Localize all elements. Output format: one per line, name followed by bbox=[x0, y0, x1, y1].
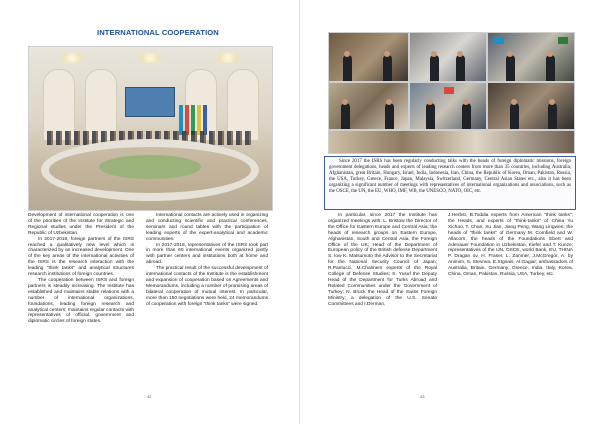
right-page bbox=[300, 0, 600, 424]
person-head bbox=[549, 99, 555, 105]
person-figure bbox=[462, 103, 471, 129]
meeting-photo bbox=[328, 82, 409, 130]
person-figure bbox=[383, 55, 392, 81]
paragraph: The cooperation between ISRS and foreign partners is steadily increasing. The Institute has established and maintains stable relations with a number of international organizations, foundations, leading foreign research and analytical centers; maintains regular contacts with representatives of official, government and diplomatic circles of foreign states. bbox=[28, 277, 134, 325]
person-head bbox=[507, 51, 513, 57]
person-figure bbox=[341, 103, 350, 129]
text-column-left-1 bbox=[28, 213, 134, 325]
person-head bbox=[342, 99, 348, 105]
paragraph: In 2017-2018, foreign partners of the ISRS reached a qualitatively new level which is characterized by an increased development. One of the key areas of the international activities of the ISRS is the research interaction with the leading "think tanks" and analytical structures research institutions of foreign countries. bbox=[28, 236, 134, 278]
person-figure bbox=[426, 103, 435, 129]
paragraph: In 2017-2018, representatives of the ISRS took part in more than 60 international events organized jointly with partner centers and institutions both at home and abroad. bbox=[146, 242, 268, 266]
person-figure bbox=[548, 103, 557, 129]
person-figure bbox=[456, 55, 465, 81]
chandelier-decor bbox=[137, 53, 163, 63]
page-title: INTERNATIONAL COOPERATION bbox=[97, 28, 219, 37]
meeting-photo bbox=[328, 130, 575, 154]
flag-decor bbox=[558, 37, 568, 44]
page-number: 42 bbox=[147, 394, 152, 399]
paragraph: The practical result of the successful development of international contacts of the Institute is the establishment and expansion of cooperation based on Agreements and Memorandums, including a number of promising areas of bilateral cooperation of mutual interest. In particular, more than 150 negotiations were held, 24 memorandums of cooperation with foreign "think tanks" were signed. bbox=[146, 266, 268, 307]
text-column-right-2 bbox=[448, 213, 573, 278]
person-head bbox=[386, 99, 392, 105]
person-figure bbox=[430, 55, 439, 81]
meeting-photo bbox=[409, 82, 487, 130]
highlight-text: Since 2017 the ISRS has been regularly conducting talks with the heads of foreign diplomatic missions, foreign government delegations, heads and experts of leading research centers from more than 35 countries, including Australia, Afghanistan, great Britain, Hungary, Israel, India, Indonesia, Iran, China, the Republic of Korea, Oman, Pakistan, Russia, the USA, Turkey, Greece, France, Japan, Malaysia, Switzerland, Germany, Central Asian States etc., also it has been organizing a significant number of meetings with representatives of international organizations and associations, such as the OSCE, the UN, the EU, WHO, IMF, WB, the UNESCO, NATO, OIC, etc. bbox=[329, 159, 571, 194]
flag-decor bbox=[444, 87, 454, 94]
highlight-box bbox=[324, 156, 576, 210]
person-figure bbox=[510, 103, 519, 129]
flag-decor bbox=[494, 37, 504, 44]
person-figure bbox=[343, 55, 352, 81]
conference-photo bbox=[28, 46, 273, 211]
person-head bbox=[431, 51, 437, 57]
paragraph: In particular, since 2017 the Institute has organized meetings with: L. Bristow the Director of the Office for Eastern Europe and Central Asia; the heads of research groups on Eastern Europe, Afghanistan, South and Central Asia, the Foreign Office of the UK; Head of the Department of European policy of the British defense Department S. Iow K. Matsumoto the Advisor to the Secretariat for the National Security Council of Japan; R.Pantucci, M.Chalmers experts of the Royal College of Defense Studies; S. Yusuf the Deputy Head of the Department for Turks Abroad and Related Communities under the Government of Turkey; N. Bruck the Head of the Swiss Foreign Ministry; a delegation of the U.S. Senate Committees and I.Derman, bbox=[328, 213, 437, 307]
paragraph: Development of international cooperation is one of the priorities of the Institute for Strategic and Regional studies under the President of the Republic of Uzbekistan. bbox=[28, 213, 134, 236]
person-figure bbox=[546, 55, 555, 81]
person-head bbox=[344, 51, 350, 57]
paragraph: International contacts are actively used in organizing and conducting scientific and practical conferences, seminars and round tables with the participation of leading experts of the expert-analytical and academic communities. bbox=[146, 213, 268, 242]
chandelier-decor bbox=[59, 53, 85, 63]
paragraph: J.Herbst, B.Toddia experts from American "think tanks"; the Heads, and experts of "think-tanks" of China Yu Xichao, T. Chan, Xu Jian, Jiang Peng, Wang Lingwen; the heads of "think tanks" of Germany M. Cornfield and W. Allacorn; the heads of the Foundations Ebert and Adenauer Foundation in Uzbekistan, Kiefer and T. Kunze; representatives of the UN, OSCE, world Bank, EU, THINA P. Dragan ov, H. Fraser, L. Zanmer, J.McGregor, A. by Animim, S. Stevnva, E.Stgnais, Al.Gagiar; ambassadors of Australia, Britain, Germany, Greece, India, Italy, Korea, China, Oman, Pakistan, Russia, USA, Turkey, etc. bbox=[448, 213, 573, 278]
table-flowers bbox=[99, 155, 201, 179]
meeting-photo bbox=[487, 32, 575, 82]
page-number: 43 bbox=[420, 394, 425, 399]
meeting-photo bbox=[409, 32, 487, 82]
person-head bbox=[547, 51, 553, 57]
person-figure bbox=[506, 55, 515, 81]
person-head bbox=[457, 51, 463, 57]
person-figure bbox=[385, 103, 394, 129]
person-head bbox=[427, 99, 433, 105]
chandelier-decor bbox=[215, 53, 241, 63]
meeting-photo bbox=[487, 82, 575, 130]
meeting-photo bbox=[328, 32, 409, 82]
text-column-left-2 bbox=[146, 213, 268, 308]
person-head bbox=[511, 99, 517, 105]
person-head bbox=[384, 51, 390, 57]
person-head bbox=[463, 99, 469, 105]
text-column-right-1 bbox=[328, 213, 437, 308]
presentation-screen bbox=[125, 87, 175, 117]
